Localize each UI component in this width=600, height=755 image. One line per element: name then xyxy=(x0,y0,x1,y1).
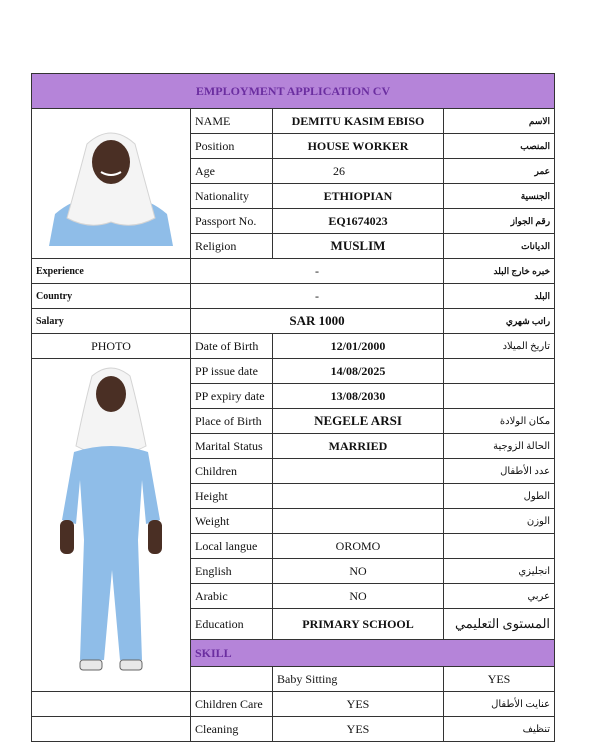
children-arabic: عدد الأطفال xyxy=(444,459,555,484)
local-language-label: Local langue xyxy=(191,534,273,559)
religion-value: MUSLIM xyxy=(273,234,444,259)
dob-value: 12/01/2000 xyxy=(273,334,444,359)
skill-label: Children Care xyxy=(191,692,273,717)
skill-spacer xyxy=(32,717,191,742)
skill-title: SKILL xyxy=(191,640,555,667)
weight-label: Weight xyxy=(191,509,273,534)
children-label: Children xyxy=(191,459,273,484)
skill-row xyxy=(32,717,555,742)
country-label: Country xyxy=(32,284,191,309)
full-body-photo xyxy=(32,359,191,692)
skill-label: Baby Sitting xyxy=(273,667,444,692)
salary-value: SAR 1000 xyxy=(191,309,444,334)
age-value: 26 xyxy=(273,159,444,184)
photo-label: PHOTO xyxy=(32,334,191,359)
education-arabic: المستوى التعليمي xyxy=(444,609,555,640)
marital-label: Marital Status xyxy=(191,434,273,459)
weight-value xyxy=(273,509,444,534)
dob-arabic: تاريخ الميلاد xyxy=(444,334,555,359)
position-arabic: المنصب xyxy=(444,134,555,159)
cv-table xyxy=(31,73,555,742)
age-label: Age xyxy=(191,159,273,184)
position-value: HOUSE WORKER xyxy=(273,134,444,159)
pp-expiry-label: PP expiry date xyxy=(191,384,273,409)
cv-title: EMPLOYMENT APPLICATION CV xyxy=(32,74,555,109)
pp-issue-label: PP issue date xyxy=(191,359,273,384)
skill-row xyxy=(32,692,555,717)
skill-value: YES xyxy=(273,692,444,717)
name-label: NAME xyxy=(191,109,273,134)
passport-label: Passport No. xyxy=(191,209,273,234)
detail-row xyxy=(32,334,555,359)
english-value: NO xyxy=(273,559,444,584)
pp-issue-arabic xyxy=(444,359,555,384)
skill-label: Cleaning xyxy=(191,717,273,742)
name-value: DEMITU KASIM EBISO xyxy=(273,109,444,134)
experience-value: - xyxy=(191,259,444,284)
passport-value: EQ1674023 xyxy=(273,209,444,234)
portrait-image xyxy=(41,122,181,246)
salary-label: Salary xyxy=(32,309,191,334)
height-arabic: الطول xyxy=(444,484,555,509)
personal-row xyxy=(32,109,555,134)
skill-value: YES xyxy=(444,667,555,692)
skill-arabic: تنظيف xyxy=(444,717,555,742)
pp-issue-value: 14/08/2025 xyxy=(273,359,444,384)
religion-label: Religion xyxy=(191,234,273,259)
title-row xyxy=(32,74,555,109)
country-arabic: البلد xyxy=(444,284,555,309)
name-arabic: الاسم xyxy=(444,109,555,134)
marital-value: MARRIED xyxy=(273,434,444,459)
skill-value: YES xyxy=(273,717,444,742)
wide-row xyxy=(32,284,555,309)
arabic-arabic: عربي xyxy=(444,584,555,609)
education-value: PRIMARY SCHOOL xyxy=(273,609,444,640)
pp-expiry-arabic xyxy=(444,384,555,409)
full-body-image xyxy=(46,360,176,690)
children-value xyxy=(273,459,444,484)
age-arabic: عمر xyxy=(444,159,555,184)
position-label: Position xyxy=(191,134,273,159)
height-value xyxy=(273,484,444,509)
birthplace-arabic: مكان الولادة xyxy=(444,409,555,434)
education-label: Education xyxy=(191,609,273,640)
english-arabic: انجليزي xyxy=(444,559,555,584)
nationality-arabic: الجنسية xyxy=(444,184,555,209)
portrait-photo xyxy=(32,109,191,259)
detail-row xyxy=(32,359,555,384)
weight-arabic: الوزن xyxy=(444,509,555,534)
dob-label: Date of Birth xyxy=(191,334,273,359)
marital-arabic: الحالة الزوجية xyxy=(444,434,555,459)
local-language-arabic xyxy=(444,534,555,559)
skill-spacer xyxy=(191,667,273,692)
pp-expiry-value: 13/08/2030 xyxy=(273,384,444,409)
english-label: English xyxy=(191,559,273,584)
height-label: Height xyxy=(191,484,273,509)
arabic-label: Arabic xyxy=(191,584,273,609)
nationality-value: ETHIOPIAN xyxy=(273,184,444,209)
arabic-value: NO xyxy=(273,584,444,609)
birthplace-label: Place of Birth xyxy=(191,409,273,434)
wide-row xyxy=(32,259,555,284)
experience-label: Experience xyxy=(32,259,191,284)
nationality-label: Nationality xyxy=(191,184,273,209)
country-value: - xyxy=(191,284,444,309)
skill-spacer xyxy=(32,692,191,717)
local-language-value: OROMO xyxy=(273,534,444,559)
experience-arabic: خبره خارج البلد xyxy=(444,259,555,284)
passport-arabic: رقم الجواز xyxy=(444,209,555,234)
religion-arabic: الديانات xyxy=(444,234,555,259)
wide-row xyxy=(32,309,555,334)
birthplace-value: NEGELE ARSI xyxy=(273,409,444,434)
skill-arabic: عنايت الأطفال xyxy=(444,692,555,717)
salary-arabic: راتب شهري xyxy=(444,309,555,334)
